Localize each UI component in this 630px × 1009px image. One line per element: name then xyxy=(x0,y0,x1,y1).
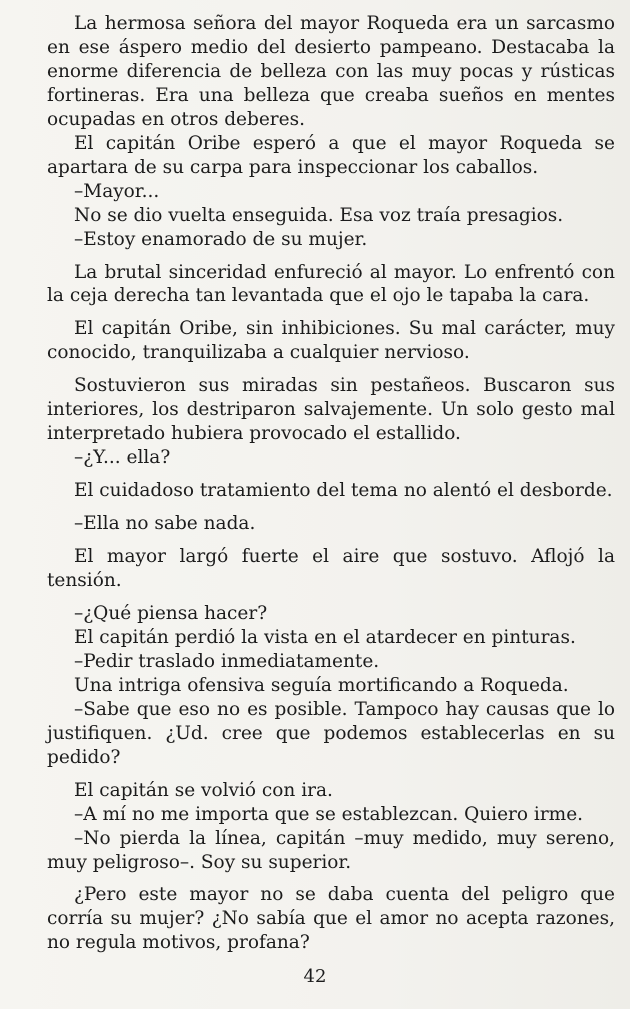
paragraph: –Estoy enamorado de su mujer. xyxy=(74,228,368,250)
paragraph: –Ella no sabe nada. xyxy=(74,513,256,535)
paragraph: –Pedir traslado inmediatamente. xyxy=(74,650,380,672)
paragraph: El cuidadoso tratamiento del tema no alentó el desborde. xyxy=(74,480,613,502)
body-text xyxy=(47,12,615,955)
paragraph: Una intriga ofensiva seguía mortificando a Roqueda. xyxy=(74,674,569,696)
paragraph: No se dio vuelta enseguida. Esa voz traía presagios. xyxy=(74,204,564,226)
paragraph: –Sabe que eso no es posible. Tampoco hay causas que lo justifiquen. ¿Ud. cree que podemos establecerlas en su pedido? xyxy=(47,698,615,768)
paragraph: El capitán se volvió con ira. xyxy=(74,779,333,801)
paragraph: ¿Pero este mayor no se daba cuenta del peligro que corría su mujer? ¿No sabía que el amor no acepta razones, no regula motivos, profana? xyxy=(47,884,615,954)
paragraph: Sostuvieron sus miradas sin pestañeos. Buscaron sus interiores, los destriparon salvajemente. Un solo gesto mal interpretado hubiera provocado el estallido. xyxy=(47,375,615,445)
page-number: 42 xyxy=(303,966,327,987)
paragraph: El capitán Oribe, sin inhibiciones. Su mal carácter, muy conocido, tranquilizaba a cualquier nervioso. xyxy=(47,318,615,364)
paragraph: –¿Qué piensa hacer? xyxy=(74,602,268,624)
paragraph: –¿Y... ella? xyxy=(74,447,171,469)
paragraph: –No pierda la línea, capitán –muy medido, muy sereno, muy peligroso–. Soy su superior. xyxy=(47,827,615,873)
paragraph: –A mí no me importa que se establezcan. Quiero irme. xyxy=(74,803,584,825)
paragraph: El capitán perdió la vista en el atardecer en pinturas. xyxy=(74,626,576,648)
paragraph: El capitán Oribe esperó a que el mayor Roqueda se apartara de su carpa para inspeccionar los caballos. xyxy=(47,132,615,178)
paragraph: La brutal sinceridad enfureció al mayor. Lo enfrentó con la ceja derecha tan levantada que el ojo le tapaba la cara. xyxy=(47,261,615,307)
paragraph: El mayor largó fuerte el aire que sostuvo. Aflojó la tensión. xyxy=(47,546,615,592)
paragraph: –Mayor... xyxy=(74,180,160,202)
paragraph: La hermosa señora del mayor Roqueda era un sarcasmo en ese áspero medio del desierto pampeano. Destacaba la enorme diferencia de belleza con las muy pocas y rústicas fortineras. Era una belleza que creaba sueños en mentes ocupadas en otros deberes. xyxy=(47,13,615,130)
